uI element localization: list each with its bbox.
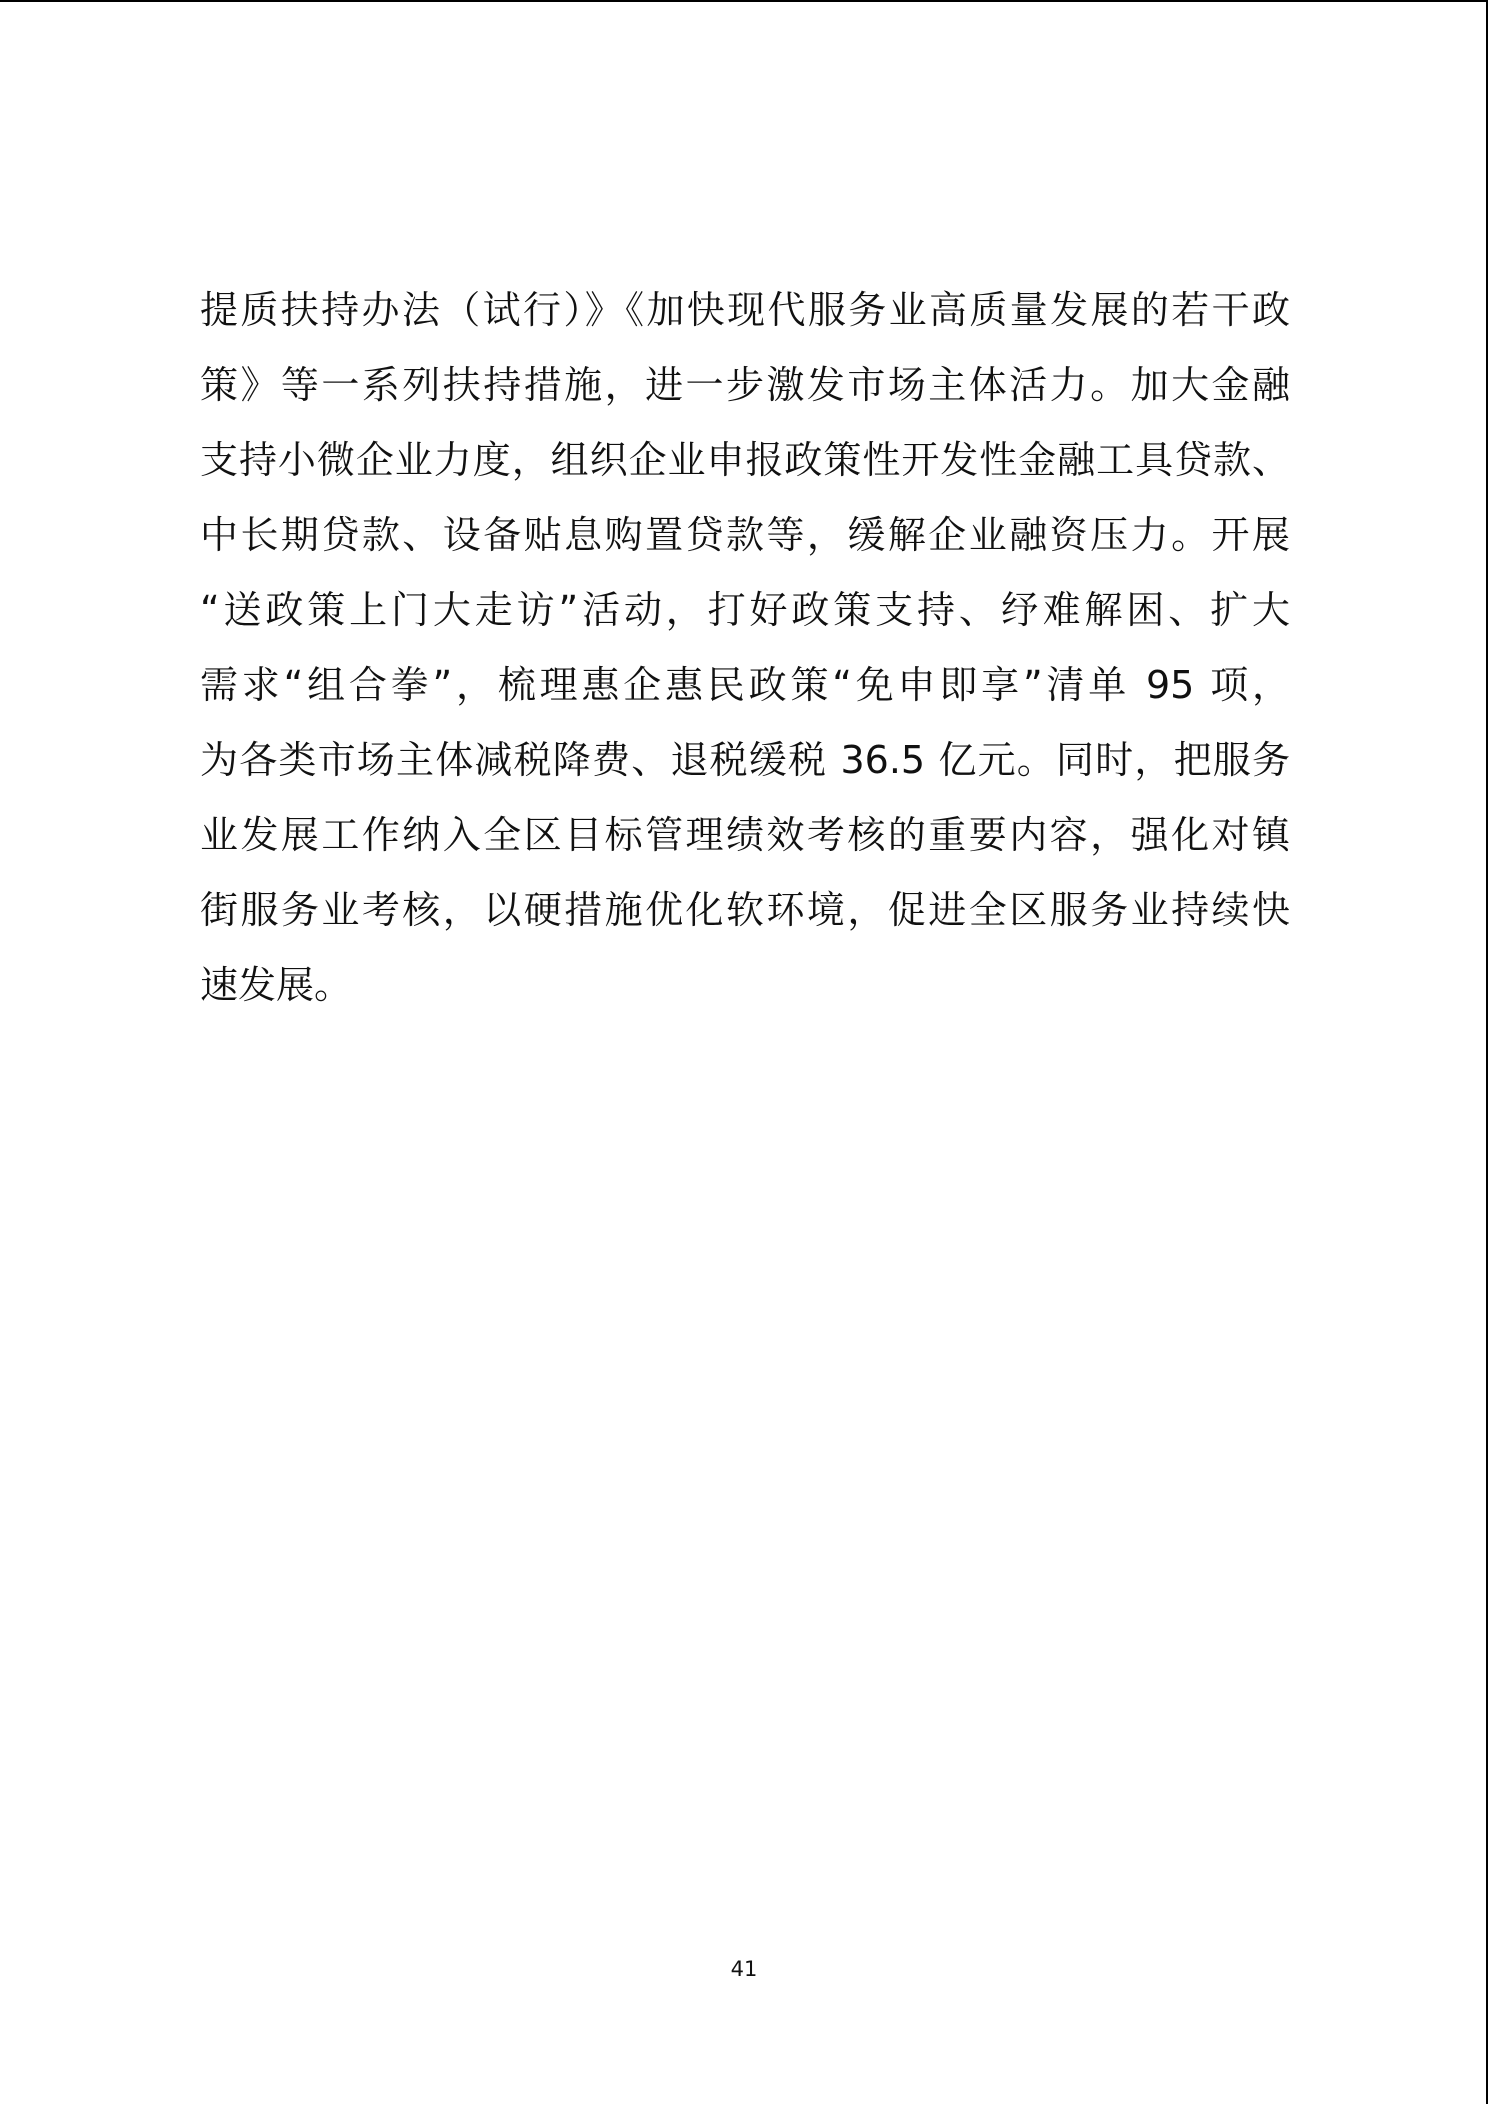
paragraph-line-10: 速发展。	[200, 963, 353, 1007]
paragraph-line-1: 提质扶持办法（试行）》《加快现代服务业高质量发展的若干政	[200, 288, 1290, 332]
paragraph-line-4: 中长期贷款、设备贴息购置贷款等，缓解企业融资压力。开展	[200, 513, 1290, 557]
paragraph-line-5: “送政策上门大走访”活动，打好政策支持、纾难解困、扩大	[200, 588, 1290, 632]
paragraph-line-7: 为各类市场主体减税降费、退税缓税 36.5 亿元。同时，把服务	[200, 738, 1290, 782]
paragraph-line-3: 支持小微企业力度，组织企业申报政策性开发性金融工具贷款、	[200, 438, 1290, 482]
paragraph-line-8: 业发展工作纳入全区目标管理绩效考核的重要内容，强化对镇	[200, 813, 1290, 857]
paragraph-line-2: 策》等一系列扶持措施，进一步激发市场主体活力。加大金融	[200, 363, 1290, 407]
paragraph-line-9: 街服务业考核，以硬措施优化软环境，促进全区服务业持续快	[200, 888, 1290, 932]
paragraph-line-6: 需求“组合拳”，梳理惠企惠民政策“免申即享”清单 95 项，	[200, 663, 1290, 707]
page-number: 41	[730, 1957, 758, 1981]
